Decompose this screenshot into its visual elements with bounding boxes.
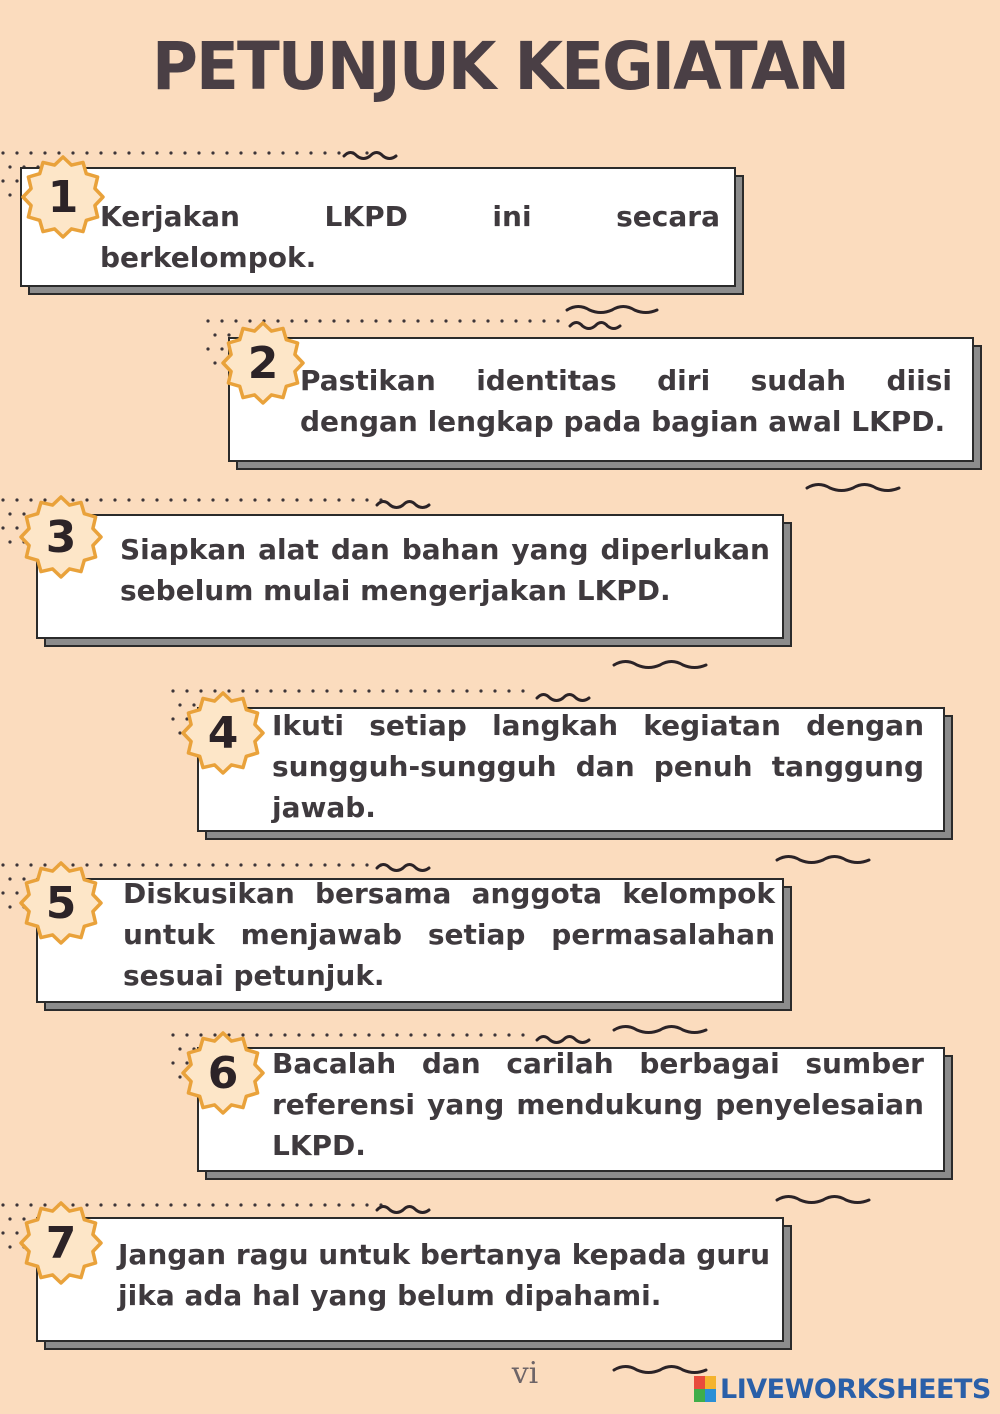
number-badge bbox=[218, 318, 308, 408]
squiggle-decoration bbox=[342, 148, 398, 162]
squiggle-decoration bbox=[775, 1192, 871, 1206]
number-badge bbox=[16, 1198, 106, 1288]
instruction-text: Kerjakan LKPD ini secara berkelompok. bbox=[100, 200, 720, 274]
instruction-text: Jangan ragu untuk bertanya kepada guru jika ada hal yang belum dipahami. bbox=[118, 1238, 770, 1312]
squiggle-decoration bbox=[375, 860, 431, 874]
brand-logo[interactable] bbox=[694, 1374, 991, 1404]
squiggle-decoration bbox=[568, 318, 622, 332]
step-number: 7 bbox=[45, 1217, 77, 1269]
number-badge bbox=[178, 688, 268, 778]
step-number: 4 bbox=[207, 707, 239, 759]
squiggle-decoration bbox=[375, 497, 431, 511]
number-badge bbox=[18, 152, 108, 242]
page-number: vi bbox=[511, 1356, 539, 1391]
instruction-text: Bacalah dan carilah berbagai sumber referensi yang mendukung penyelesaian LKPD. bbox=[272, 1047, 924, 1162]
number-badge bbox=[16, 492, 106, 582]
step-number: 3 bbox=[45, 511, 77, 563]
number-badge bbox=[16, 858, 106, 948]
instruction-text: Siapkan alat dan bahan yang diperlukan sebelum mulai mengerjakan LKPD. bbox=[120, 533, 770, 607]
squiggle-decoration bbox=[375, 1202, 431, 1216]
squiggle-decoration bbox=[805, 480, 901, 494]
squiggle-decoration bbox=[535, 1032, 591, 1046]
brand-name: LIVEWORKSHEETS bbox=[720, 1373, 991, 1405]
number-badge bbox=[178, 1028, 268, 1118]
step-number: 5 bbox=[45, 877, 77, 929]
squiggle-decoration bbox=[535, 690, 591, 704]
page-title: PETUNJUK KEGIATAN bbox=[151, 28, 849, 105]
squiggle-decoration bbox=[775, 852, 871, 866]
instruction-text: Pastikan identitas diri sudah diisi dengan lengkap pada bagian awal LKPD. bbox=[300, 364, 952, 438]
squiggle-decoration bbox=[612, 657, 708, 671]
step-number: 1 bbox=[47, 171, 79, 223]
squiggle-decoration bbox=[612, 1022, 708, 1036]
instruction-text: Ikuti setiap langkah kegiatan dengan sungguh-sungguh dan penuh tanggung jawab. bbox=[272, 709, 924, 824]
liveworksheets-icon bbox=[694, 1376, 716, 1402]
instruction-text: Diskusikan bersama anggota kelompok untuk menjawab setiap permasalahan sesuai petunjuk. bbox=[123, 877, 775, 992]
step-number: 6 bbox=[207, 1047, 239, 1099]
squiggle-decoration bbox=[565, 302, 659, 316]
step-number: 2 bbox=[247, 337, 279, 389]
